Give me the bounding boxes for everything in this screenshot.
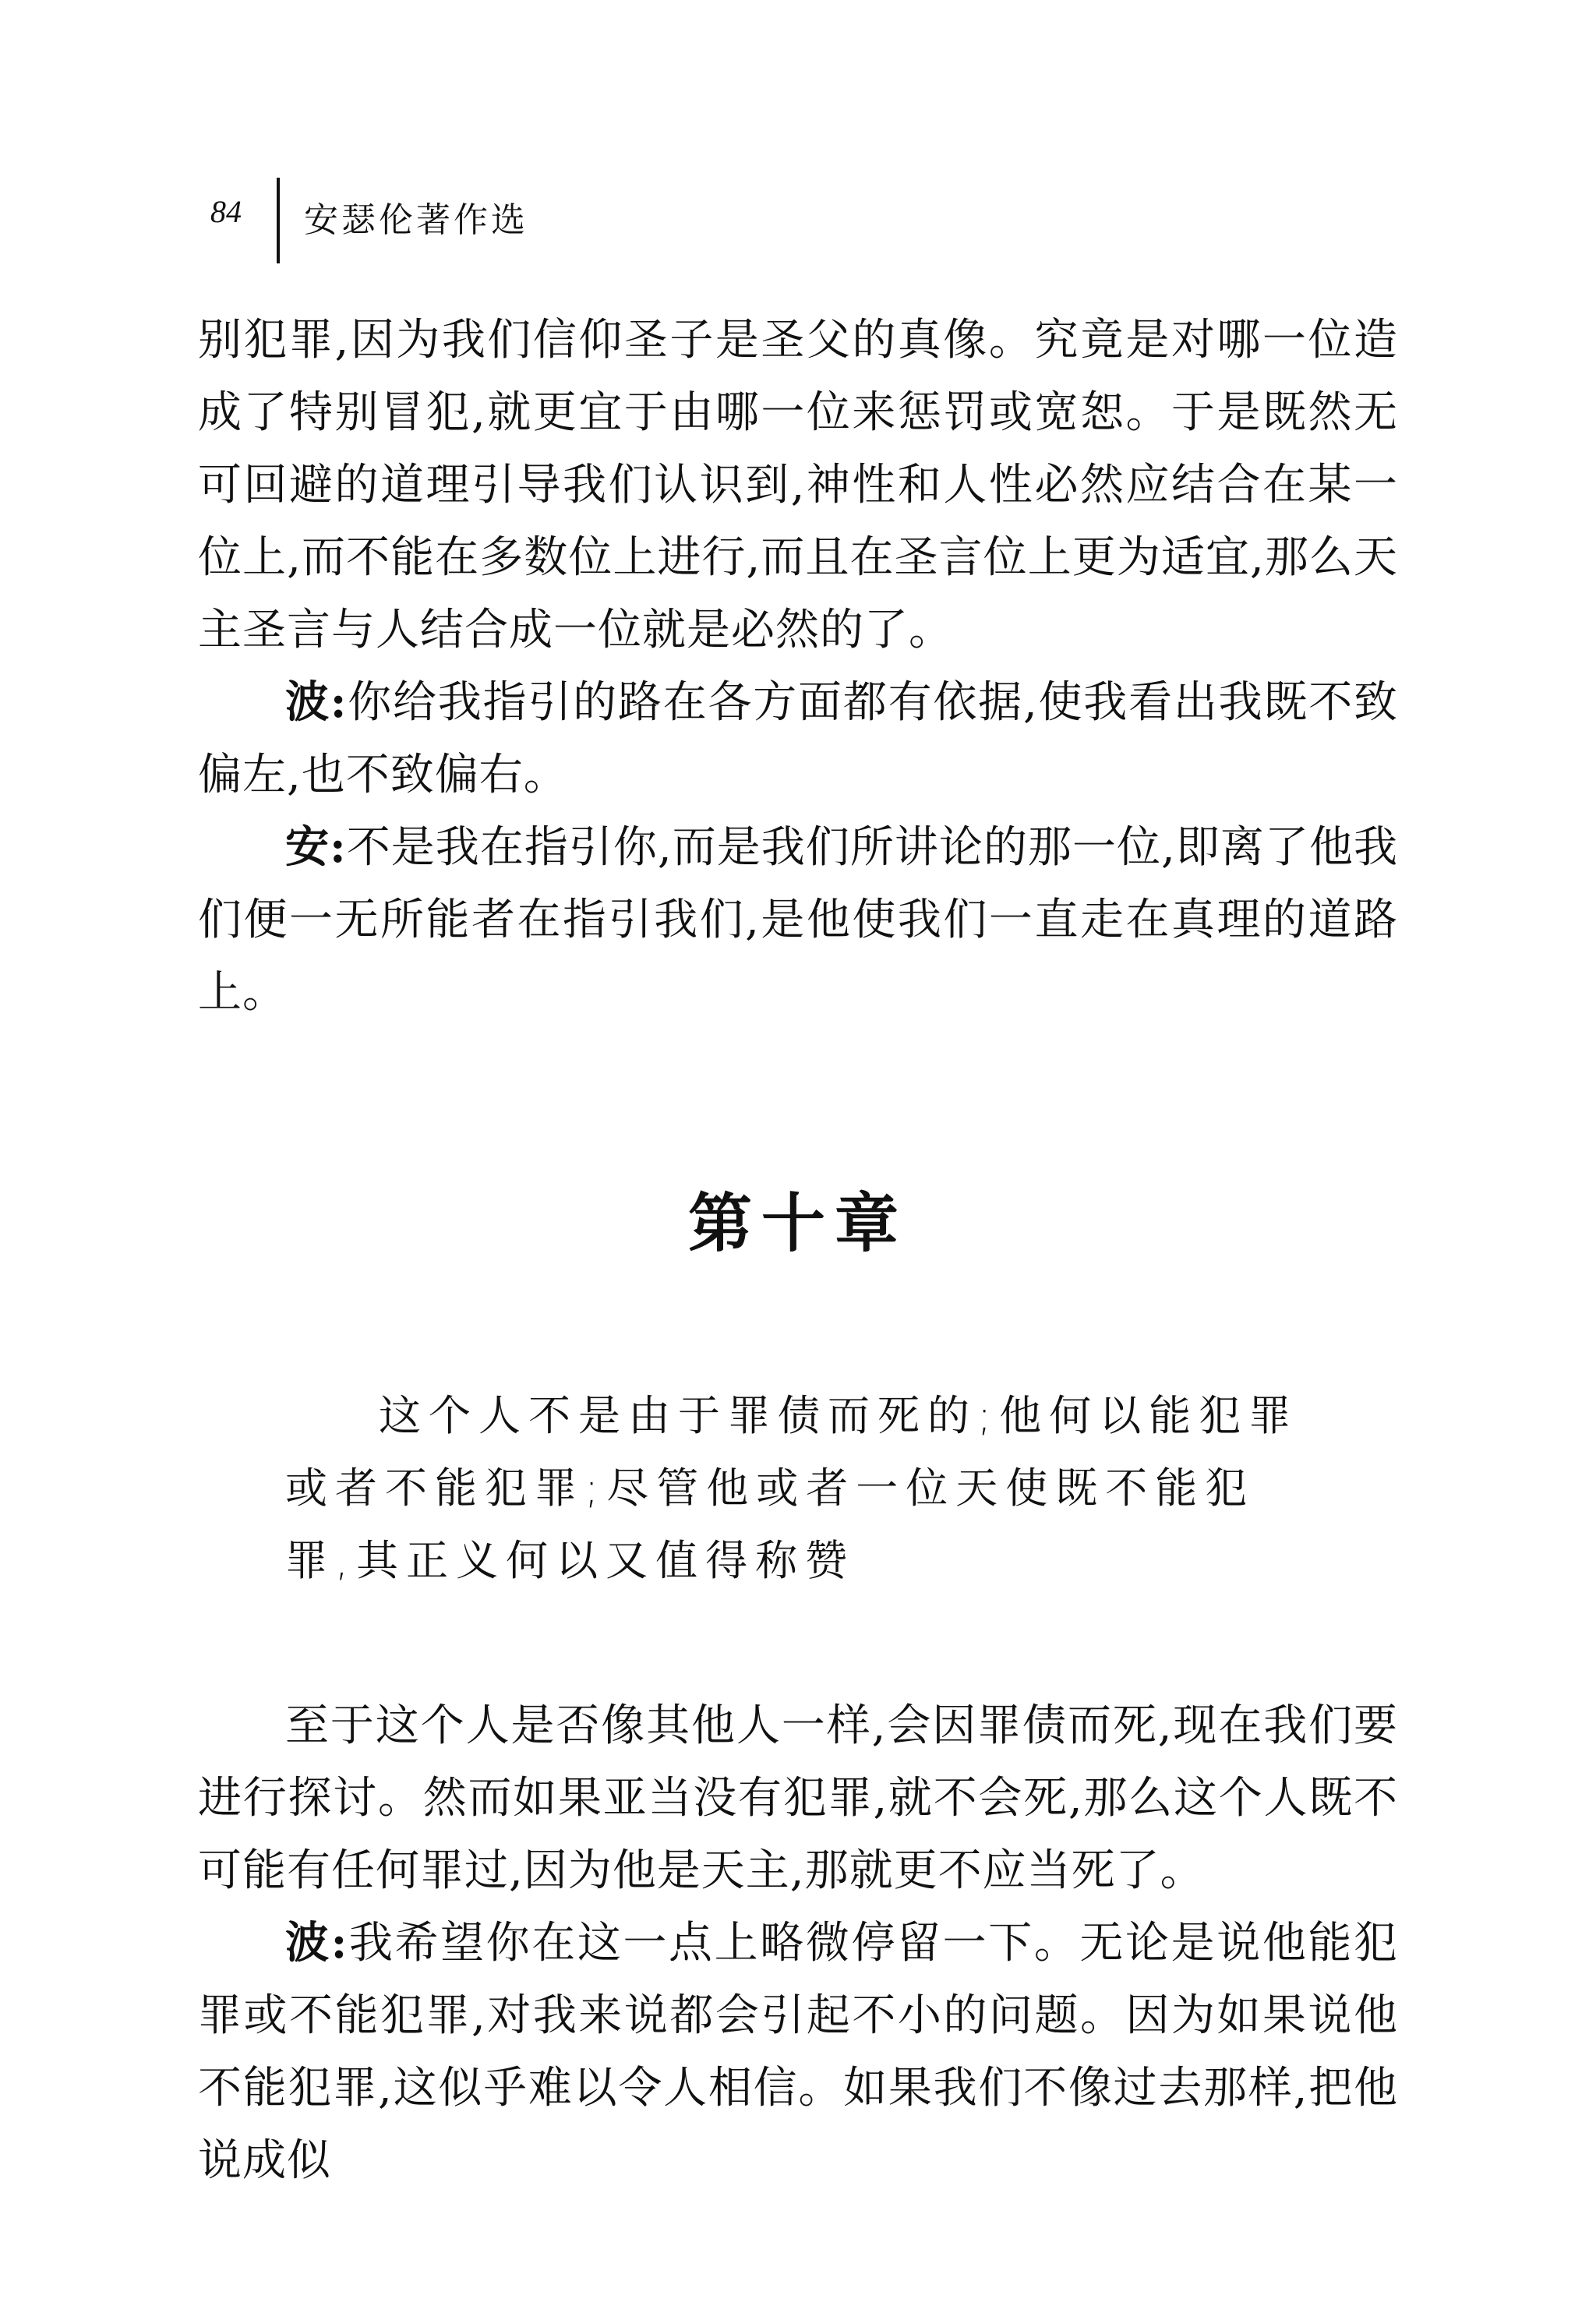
speaker-label: 安:	[285, 821, 347, 873]
speaker-label: 波:	[285, 1917, 348, 1969]
paragraph-text: 至于这个人是否像其他人一样,会因罪债而死,现在我们要进行探讨。然而如果亚当没有犯罪,就不会死,那么这个人既不可能有任何罪过,因为他是天主,那就更不应当死了。	[198, 1700, 1398, 1896]
chapter-title: 第十章	[687, 1186, 908, 1261]
page-header	[0, 0, 1596, 281]
paragraph-text: 不是我在指引你,而是我们所讲论的那一位,即离了他我们便一无所能者在指引我们,是他使我们一直走在真理的道路上。	[198, 822, 1398, 1018]
running-title: 安瑟伦著作选	[304, 200, 528, 240]
body-paragraph	[198, 304, 1398, 666]
header-divider	[277, 178, 280, 263]
dialogue-paragraph	[198, 811, 1398, 1029]
paragraph-text: 我希望你在这一点上略微停留一下。无论是说他能犯罪或不能犯罪,对我来说都会引起不小的问题。因为如果说他不能犯罪,这似乎难以令人相信。如果我们不像过去那样,把他说成似	[198, 1918, 1399, 2186]
paragraph-text: 你给我指引的路在各方面都有依据,使我看出我既不致偏左,也不致偏右。	[198, 677, 1398, 800]
speaker-label: 波:	[285, 676, 348, 728]
body-paragraph	[198, 1690, 1398, 1907]
dialogue-paragraph	[198, 666, 1398, 811]
paragraph-text: 别犯罪,因为我们信仰圣子是圣父的真像。究竟是对哪一位造成了特别冒犯,就更宜于由哪一位来惩罚或宽恕。于是既然无可回避的道理引导我们认识到,神性和人性必然应结合在某一位上,而不能在多数位上进行,而且在圣言位上更为适宜,那么天主圣言与人结合成一位就是必然的了。	[198, 315, 1398, 655]
chapter-summary: 这个人不是由于罪债而死的;他何以能犯罪或者不能犯罪;尽管他或者一位天使既不能犯罪,其正义何以又值得称赞	[285, 1391, 1299, 1585]
page-number: 84	[210, 194, 242, 229]
dialogue-paragraph	[198, 1907, 1398, 2197]
